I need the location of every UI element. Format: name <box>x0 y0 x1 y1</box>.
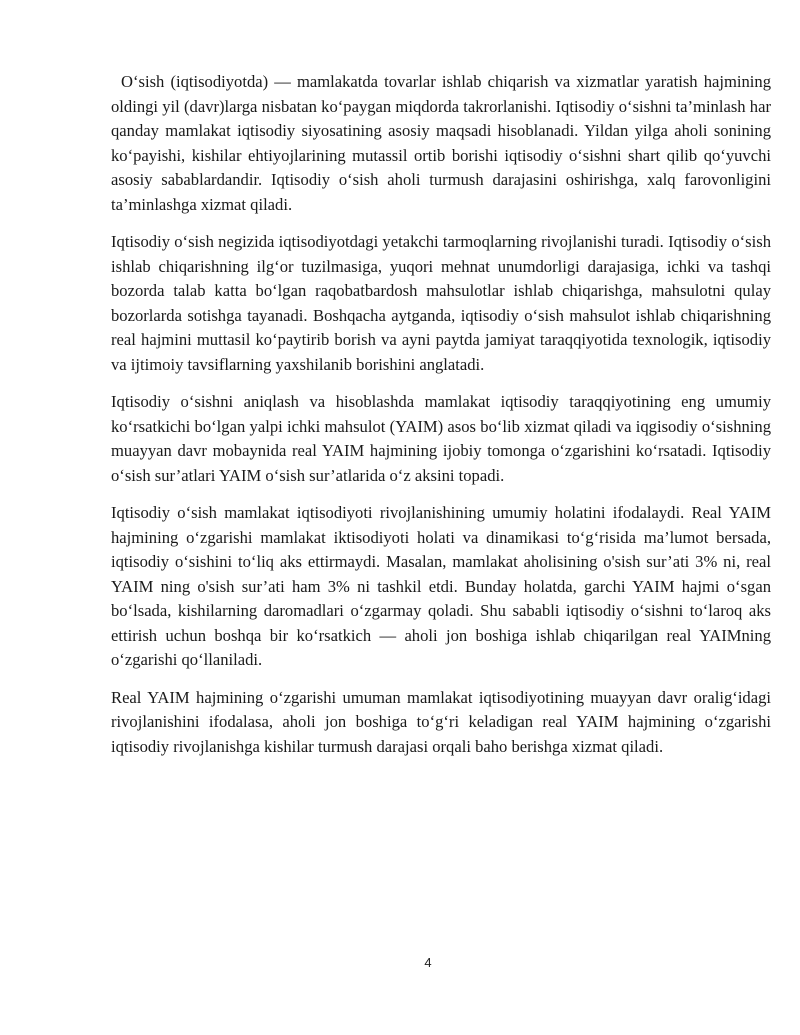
document-body <box>111 70 771 772</box>
paragraph-1: O‘sish (iqtisodiyotda) — mamlakatda tovarlar ishlab chiqarish va xizmatlar yaratish hajmining oldingi yil (davr)larga nisbatan ko‘paygan miqdorda takrorlanishi. Iqtisodiy o‘sishni ta’minlash har qanday mamlakat iqtisodiy siyosatining asosiy maqsadi hisoblanadi. Yildan yilga aholi sonining ko‘payishi, kishilar ehtiyojlarining mutassil ortib borishi iqtisodiy o‘sishni shart qilib qo‘yuvchi asosiy sabablardandir. Iqtisodiy o‘sish aholi turmush darajasini oshirishga, xalq farovonligini ta’minlashga xizmat qiladi. <box>111 72 771 214</box>
paragraph-4: Iqtisodiy o‘sish mamlakat iqtisodiyoti rivojlanishining umumiy holatini ifodalaydi. Real YAIM hajmining o‘zgarishi mamlakat iktisodiyoti holati va dinamikasi to‘g‘risida ma’lumot bersada, iqtisodiy o‘sishini to‘liq aks ettirmaydi. Masalan, mamlakat aholisining o'sish sur’ati 3% ni, real YAIM ning o'sish sur’ati ham 3% ni tashkil etdi. Bunday holatda, garchi YAIM hajmi o‘sgan bo‘lsada, kishilarning daromadlari o‘zgarmay qoladi. Shu sababli iqtisodiy o‘sishni to‘laroq aks ettirish uchun boshqa bir ko‘rsatkich — aholi jon boshiga ishlab chiqarilgan real YAIMning o‘zgarishi qo‘llaniladi. <box>111 503 771 669</box>
page-number: 4 <box>424 955 432 970</box>
paragraph-5: Real YAIM hajmining o‘zgarishi umuman mamlakat iqtisodiyotining muayyan davr oralig‘idagi rivojlanishini ifodalasa, aholi jon boshiga to‘g‘ri keladigan real YAIM hajmining o‘zgarishi iqtisodiy rivojlanishga kishilar turmush darajasi orqali baho berishga xizmat qiladi. <box>111 687 771 756</box>
paragraph-3: Iqtisodiy o‘sishni aniqlash va hisoblashda mamlakat iqtisodiy taraqqiyotining eng umumiy ko‘rsatkichi bo‘lgan yalpi ichki mahsulot (YAIM) asos bo‘lib xizmat qiladi va iqgisodiy o‘sishning muayyan davr mobaynida real YAIM hajmining ijobiy tomonga o‘zgarishini ko‘rsatadi. Iqtisodiy o‘sish sur’atlari YAIM o‘sish sur’atlarida o‘z aksini topadi. <box>111 392 771 485</box>
paragraph-2: Iqtisodiy o‘sish negizida iqtisodiyotdagi yetakchi tarmoqlarning rivojlanishi turadi. Iqtisodiy o‘sish ishlab chiqarishning ilg‘or tuzilmasiga, yuqori mehnat unumdorligi darajasiga, ichki va tashqi bozorda talab katta bo‘lgan raqobatbardosh mahsulotlar ishlab chiqarishga, mahsulotni qulay bozorlarda sotishga tayanadi. Boshqacha aytganda, iqtisodiy o‘sish mahsulot ishlab chiqarishning real hajmini muttasil ko‘paytirib borish va ayni paytda jamiyat taraqqiyotida texnologik, iqtisodiy va ijtimoiy tavsiflarning yaxshilanib borishini anglatadi. <box>111 232 771 374</box>
